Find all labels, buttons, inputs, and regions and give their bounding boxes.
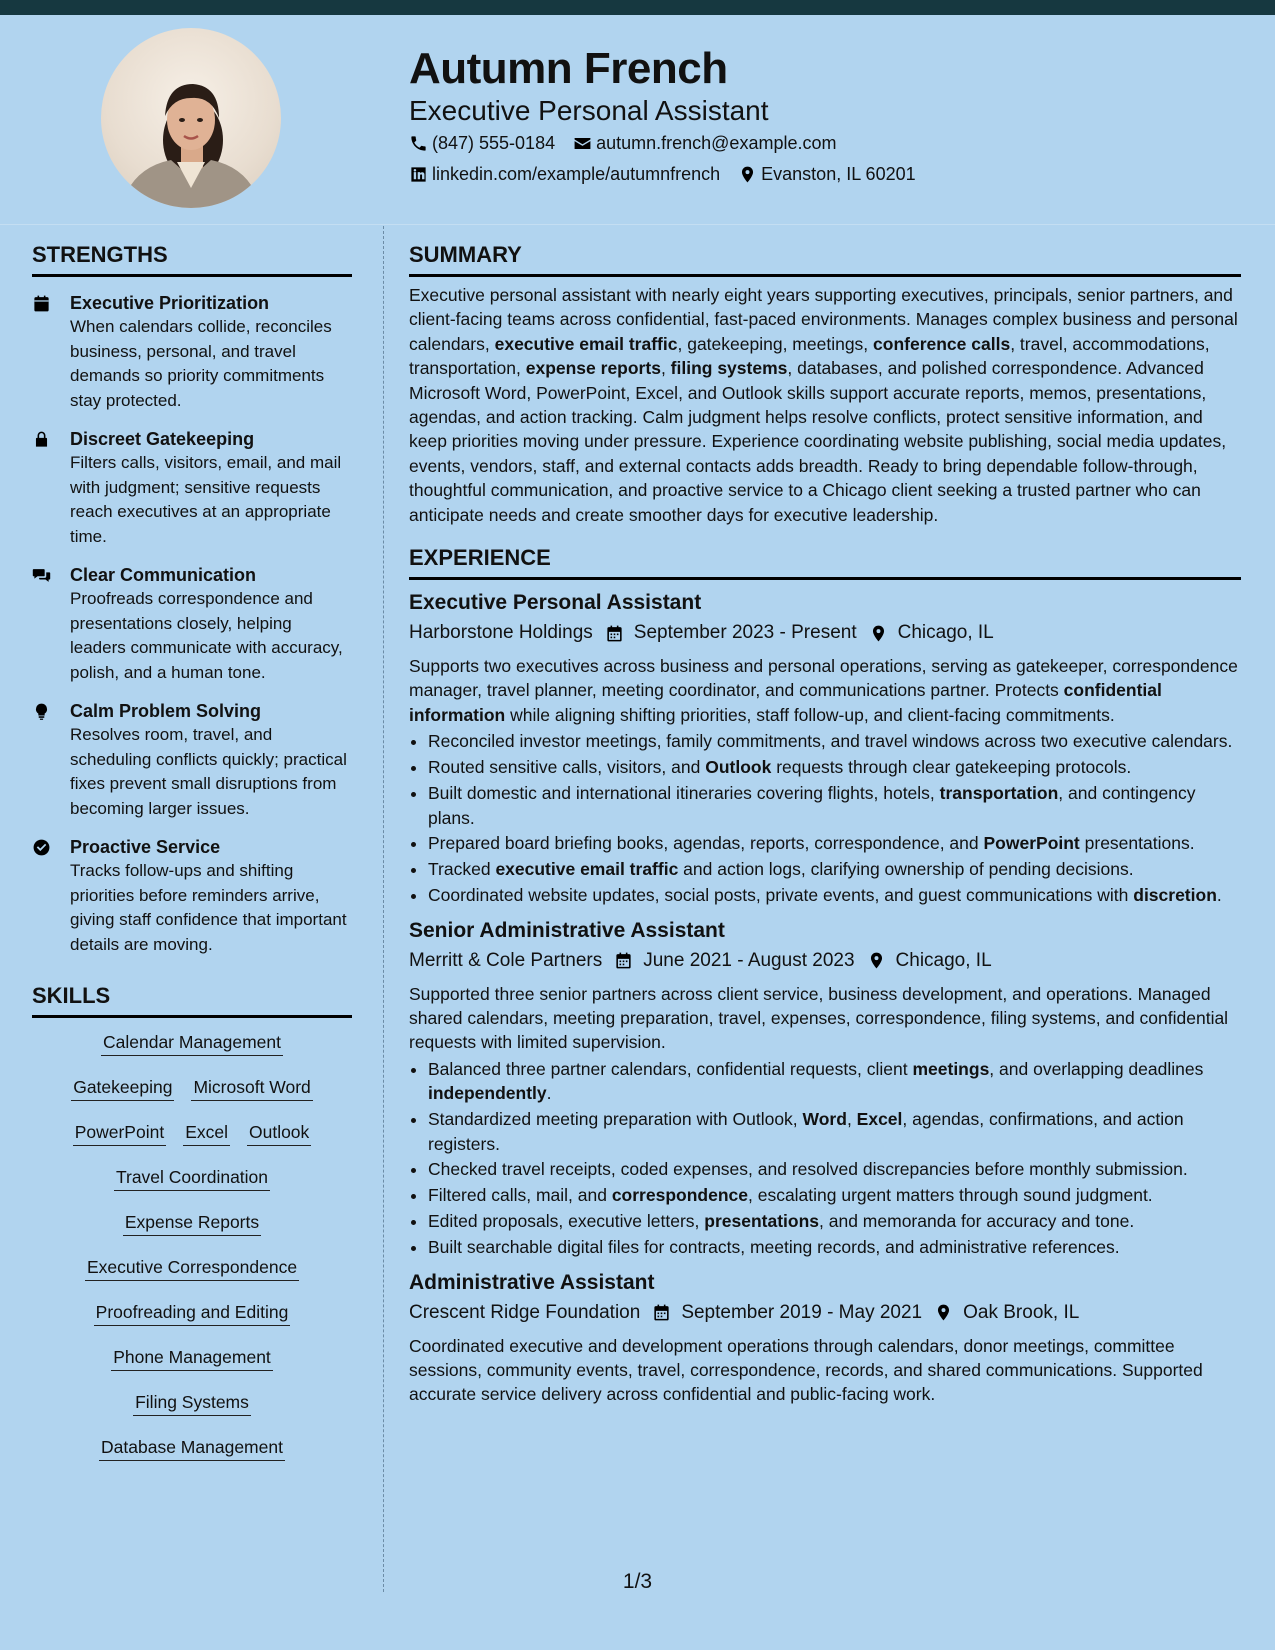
list-item: • Filtered calls, mail, and correspondence, escalating urgent matters through sound judgment.	[428, 1183, 1241, 1207]
skill-row	[32, 1210, 352, 1255]
strength-item	[32, 563, 352, 685]
job-meta	[409, 948, 1241, 974]
phone-text: (847) 555-0184	[432, 133, 556, 153]
map-pin-icon	[869, 624, 888, 643]
job-entry	[409, 588, 1241, 908]
job-bullets	[409, 1057, 1241, 1260]
job-description: Supports two executives across business and personal operations, serving as gatekeeper, correspondence manager, travel planner, meeting coordinator, and communications partner. Protects confidential information while aligning shifting priorities, staff follow-up, and client-facing commitments.	[409, 656, 1238, 725]
email-contact[interactable]	[573, 133, 836, 154]
strength-item	[32, 427, 352, 549]
list-item: • Balanced three partner calendars, confidential requests, client meetings, and overlapping deadlines independently.	[428, 1057, 1241, 1106]
list-item: • Prepared board briefing books, agendas, reports, correspondence, and PowerPoint presentations.	[428, 831, 1241, 855]
map-pin-icon	[934, 1303, 953, 1322]
right-column	[409, 240, 1241, 1407]
list-item: • Reconciled investor meetings, family commitments, and travel windows across two executive calendars.	[428, 729, 1241, 753]
skill-tag: PowerPoint	[73, 1120, 167, 1146]
skill-row	[32, 1390, 352, 1435]
skill-row	[32, 1120, 352, 1165]
skills-list	[32, 1030, 352, 1480]
job-location: Chicago, IL	[897, 622, 994, 644]
job-company: Harborstone Holdings	[409, 622, 593, 644]
list-item: • Tracked executive email traffic and action logs, clarifying ownership of pending decisions.	[428, 857, 1241, 881]
skill-tag: Phone Management	[111, 1345, 273, 1371]
skill-tag: Filing Systems	[133, 1390, 251, 1416]
contact-row-2	[409, 164, 916, 185]
calendar-icon	[614, 951, 633, 970]
calendar-icon	[32, 294, 51, 313]
strength-desc: Tracks follow-ups and shifting priorities before reminders arrive, giving staff confidence that important details are moving.	[70, 861, 347, 954]
skill-tag: Outlook	[247, 1120, 311, 1146]
strength-title: Calm Problem Solving	[70, 701, 262, 721]
location-text: Evanston, IL 60201	[761, 164, 916, 184]
job-entry	[409, 1268, 1241, 1407]
skill-tag: Executive Correspondence	[85, 1255, 299, 1281]
job-bullets	[409, 729, 1241, 907]
job-title: Senior Administrative Assistant	[409, 918, 725, 942]
column-divider	[383, 226, 384, 1592]
skill-tag: Expense Reports	[123, 1210, 261, 1236]
strength-title: Executive Prioritization	[70, 293, 270, 313]
check-circle-icon	[32, 838, 51, 857]
lightbulb-icon	[32, 702, 51, 721]
skill-tag: Travel Coordination	[114, 1165, 270, 1191]
job-location: Oak Brook, IL	[963, 1301, 1080, 1323]
comments-icon	[32, 566, 51, 585]
skills-heading: SKILLS	[32, 981, 352, 1018]
map-pin-icon	[738, 165, 757, 184]
job-location: Chicago, IL	[895, 949, 992, 971]
list-item: • Built domestic and international itineraries covering flights, hotels, transportation, and contingency plans.	[428, 781, 1241, 830]
phone-contact	[409, 133, 555, 154]
skill-row	[32, 1435, 352, 1480]
skill-tag: Calendar Management	[101, 1030, 283, 1056]
envelope-icon	[573, 134, 592, 153]
skill-row	[32, 1300, 352, 1345]
map-pin-icon	[867, 951, 886, 970]
job-title: Executive Personal Assistant	[409, 591, 702, 615]
skill-row	[32, 1165, 352, 1210]
experience-heading: EXPERIENCE	[409, 543, 1241, 580]
experience-list	[409, 588, 1241, 1407]
calendar-icon	[605, 624, 624, 643]
list-item: • Built searchable digital files for contracts, meeting records, and administrative references.	[428, 1235, 1241, 1259]
top-bar	[0, 0, 1275, 15]
skill-tag: Microsoft Word	[191, 1075, 312, 1101]
list-item: • Standardized meeting preparation with Outlook, Word, Excel, agendas, confirmations, and action registers.	[428, 1107, 1241, 1156]
strength-desc: Resolves room, travel, and scheduling conflicts quickly; practical fixes prevent small disruptions from becoming larger issues.	[70, 725, 347, 818]
strength-item	[32, 699, 352, 821]
strength-title: Proactive Service	[70, 837, 221, 857]
list-item: • Checked travel receipts, coded expenses, and resolved discrepancies before monthly submission.	[428, 1157, 1241, 1181]
left-column	[32, 240, 352, 1480]
lock-icon	[32, 430, 51, 449]
strength-item	[32, 835, 352, 957]
summary-text: Executive personal assistant with nearly eight years supporting executives, principals, senior partners, and client-facing teams across confidential, fast-paced environments. Manages complex business and personal calendars, executive email traffic, gatekeeping, meetings, conference calls, travel, accommodations, transportation, expense reports, filing systems, databases, and polished correspondence. Advanced Microsoft Word, PowerPoint, Excel, and Outlook skills support accurate reports, memos, presentations, agendas, and action tracking. Calm judgment helps resolve conflicts, protect sensitive information, and keep priorities moving under pressure. Experience coordinating website publishing, social media updates, events, vendors, staff, and external contacts adds breadth. Ready to bring dependable follow-through, thoughtful communication, and proactive service to a Chicago client seeking a trusted partner who can anticipate needs and create smoother days for executive leadership.	[409, 285, 1238, 525]
job-dates: September 2019 - May 2021	[681, 1301, 923, 1323]
list-item: • Coordinated website updates, social posts, private events, and guest communications with discretion.	[428, 883, 1241, 907]
job-description: Coordinated executive and development operations through calendars, donor meetings, committee sessions, community events, travel, correspondence, records, and shared communications. Supported accurate service delivery across confidential and public-facing work.	[409, 1335, 1203, 1405]
job-title: Administrative Assistant	[409, 1270, 655, 1294]
job-description: Supported three senior partners across client service, business development, and operations. Managed shared calendars, meeting preparation, travel, expenses, correspondence, filing systems, and confidential requests with limited supervision.	[409, 983, 1229, 1053]
skill-tag: Gatekeeping	[71, 1075, 174, 1101]
location-contact	[738, 164, 915, 185]
skill-row	[32, 1030, 352, 1075]
skill-row	[32, 1255, 352, 1300]
skill-tag: Proofreading and Editing	[94, 1300, 291, 1326]
skill-row	[32, 1075, 352, 1120]
strengths-list	[32, 291, 352, 957]
job-dates: June 2021 - August 2023	[643, 949, 855, 971]
strength-item	[32, 291, 352, 413]
header-divider	[0, 224, 1275, 225]
page-number: 1/3	[622, 1570, 653, 1593]
strength-desc: When calendars collide, reconciles business, personal, and travel demands so priority commitments stay protected.	[70, 317, 332, 410]
list-item: • Edited proposals, executive letters, presentations, and memoranda for accuracy and tone.	[428, 1209, 1241, 1233]
skill-row	[32, 1345, 352, 1390]
strength-title: Clear Communication	[70, 565, 257, 585]
job-company: Crescent Ridge Foundation	[409, 1301, 641, 1323]
linkedin-contact[interactable]	[409, 164, 720, 185]
strength-desc: Proofreads correspondence and presentations closely, helping leaders communicate with accuracy, polish, and a human tone.	[70, 589, 343, 682]
candidate-name: Autumn French	[409, 44, 728, 93]
job-meta	[409, 1300, 1241, 1326]
job-company: Merritt & Cole Partners	[409, 949, 603, 971]
phone-icon	[409, 134, 428, 153]
profile-photo	[101, 28, 281, 208]
skill-tag: Excel	[183, 1120, 230, 1146]
contact-row-1	[409, 133, 836, 154]
strength-desc: Filters calls, visitors, email, and mail with judgment; sensitive requests reach executives at an appropriate time.	[70, 453, 342, 546]
linkedin-icon	[409, 165, 428, 184]
candidate-title: Executive Personal Assistant	[409, 95, 769, 126]
job-entry	[409, 916, 1241, 1260]
linkedin-text[interactable]: linkedin.com/example/autumnfrench	[432, 164, 721, 184]
job-meta	[409, 620, 1241, 646]
strength-title: Discreet Gatekeeping	[70, 429, 255, 449]
list-item: • Routed sensitive calls, visitors, and Outlook requests through clear gatekeeping protocols.	[428, 755, 1241, 779]
skill-tag: Database Management	[99, 1435, 285, 1461]
calendar-icon	[652, 1303, 671, 1322]
job-dates: September 2023 - Present	[633, 622, 857, 644]
email-text[interactable]: autumn.french@example.com	[596, 133, 837, 153]
strengths-heading: STRENGTHS	[32, 240, 352, 277]
summary-heading: SUMMARY	[409, 240, 1241, 277]
